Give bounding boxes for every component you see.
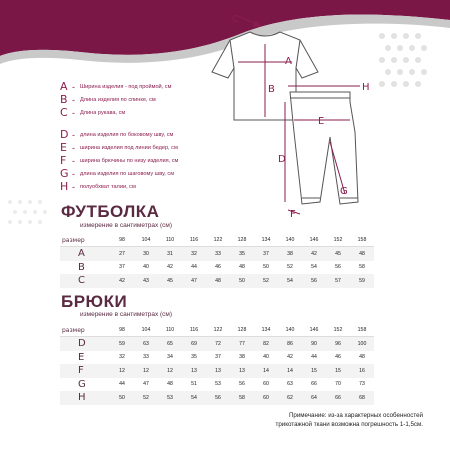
legend-item: D - длина изделия по боковому шву, см [60, 128, 174, 141]
table-cell: 96 [326, 337, 350, 351]
row-label: F [60, 364, 110, 378]
table-cell: 90 [302, 337, 326, 351]
table-cell: 13 [206, 364, 230, 378]
legend-item: H - полуобхват талии, см [60, 180, 136, 193]
table-cell: 56 [302, 274, 326, 288]
table-cell: 13 [230, 364, 254, 378]
table-cell: 32 [182, 247, 206, 261]
table-cell: 66 [326, 391, 350, 405]
legend-letter: G [60, 167, 69, 180]
table-cell: 47 [143, 381, 149, 388]
table-cell: 44 [119, 381, 125, 388]
legend-text: Длина изделия по спинке, см [80, 96, 156, 103]
table-cell: 53 [215, 381, 221, 388]
table-cell: 14 [278, 364, 302, 378]
table-cell: 68 [350, 391, 374, 405]
diagram-label-d: D [278, 154, 286, 165]
size-header: 158 [350, 324, 374, 337]
size-header: 122 [206, 324, 230, 337]
tolerance-note [223, 412, 423, 429]
note-line-1: Примечание: из-за характерных особенностей [288, 412, 423, 419]
table-cell: 48 [350, 247, 374, 261]
legend-text: длина изделия по боковому шву, см [80, 131, 174, 138]
table-cell: 50 [263, 264, 269, 271]
table-cell: 48 [239, 264, 245, 271]
table-cell: 44 [191, 264, 197, 271]
table-cell: 64 [302, 391, 326, 405]
size-header: 116 [182, 324, 206, 337]
size-header: 110 [158, 234, 182, 247]
size-header: 98 [110, 324, 134, 337]
pants-size-table [60, 324, 374, 405]
size-header: 140 [278, 234, 302, 247]
table-row [60, 378, 374, 392]
table-cell: 60 [263, 381, 269, 388]
table-cell: 54 [278, 274, 302, 288]
table-row [60, 337, 374, 351]
table-cell: 44 [311, 354, 317, 361]
table-cell: 12 [134, 364, 158, 378]
row-label: H [60, 391, 110, 405]
table-cell: 52 [287, 264, 293, 271]
size-header: 128 [230, 324, 254, 337]
table-cell: 37 [119, 264, 125, 271]
row-label: D [60, 337, 110, 351]
pants-subtitle: измерение в сантиметрах (см) [80, 311, 173, 318]
table-row [60, 274, 374, 288]
table-cell: 86 [278, 337, 302, 351]
size-header: 122 [206, 234, 230, 247]
table-row [60, 351, 374, 365]
table-cell: 31 [158, 247, 182, 261]
table-row [60, 247, 374, 261]
legend-item: A - Ширина изделия - под проймой, см [60, 80, 172, 93]
table-row [60, 261, 374, 275]
table-cell: 52 [254, 274, 278, 288]
shirt-title: ФУТБОЛКА [61, 202, 160, 221]
legend-text: Длина рукава, см [80, 109, 126, 116]
legend-text: ширина изделия под линии бедер, см [80, 144, 178, 151]
table-cell: 77 [230, 337, 254, 351]
shirt-subtitle: измерение в сантиметрах (см) [80, 222, 173, 229]
table-cell: 82 [254, 337, 278, 351]
size-header: 110 [158, 324, 182, 337]
table-row [60, 391, 374, 405]
size-header: 128 [230, 234, 254, 247]
size-header: 152 [326, 324, 350, 337]
table-cell: 53 [158, 391, 182, 405]
table-cell: 46 [335, 354, 341, 361]
legend-item: E - ширина изделия под линии бедер, см [60, 141, 178, 154]
pants-title: БРЮКИ [61, 292, 128, 311]
table-cell: 13 [182, 364, 206, 378]
table-cell: 34 [167, 354, 173, 361]
size-header: 146 [302, 234, 326, 247]
legend-item: G - длина изделия по шаговому шву, см [60, 167, 175, 180]
table-cell: 47 [182, 274, 206, 288]
table-cell: 51 [191, 381, 197, 388]
table-cell: 63 [287, 381, 293, 388]
size-header: 158 [350, 234, 374, 247]
size-header: 152 [326, 234, 350, 247]
dot-pattern [372, 26, 442, 116]
table-cell: 12 [158, 364, 182, 378]
table-cell: 30 [134, 247, 158, 261]
table-cell: 37 [215, 354, 221, 361]
pants-outline [290, 92, 358, 204]
table-cell: 16 [350, 364, 374, 378]
diagram-label-e: E [318, 116, 325, 127]
table-header-row [60, 324, 374, 337]
size-header: 140 [278, 324, 302, 337]
legend-letter: C [60, 106, 68, 119]
size-header: 134 [254, 324, 278, 337]
table-cell: 42 [287, 354, 293, 361]
legend-text: длина изделия по шаговому шву, см [80, 170, 175, 177]
size-header: 146 [302, 324, 326, 337]
table-cell: 33 [143, 354, 149, 361]
table-cell: 52 [134, 391, 158, 405]
size-header-label: размер [60, 234, 110, 247]
table-cell: 73 [359, 381, 365, 388]
table-cell: 42 [110, 274, 134, 288]
row-label: E [78, 351, 85, 363]
table-cell: 14 [254, 364, 278, 378]
table-cell: 32 [119, 354, 125, 361]
table-cell: 46 [215, 264, 221, 271]
row-label: B [78, 261, 85, 273]
legend-text: полуобхват талии, см [80, 183, 136, 190]
size-header: 104 [134, 234, 158, 247]
table-cell: 62 [278, 391, 302, 405]
table-cell: 57 [326, 274, 350, 288]
table-cell: 38 [278, 247, 302, 261]
garment-diagram [190, 2, 380, 220]
diagram-label-f: F [290, 209, 296, 220]
diagram-label-b: B [268, 84, 275, 95]
table-cell: 38 [239, 354, 245, 361]
table-cell: 15 [326, 364, 350, 378]
table-cell: 63 [134, 337, 158, 351]
legend-text: ширина брючины по низу изделия, см [80, 157, 179, 164]
table-cell: 27 [110, 247, 134, 261]
table-cell: 40 [263, 354, 269, 361]
table-cell: 48 [359, 354, 365, 361]
table-cell: 42 [167, 264, 173, 271]
row-label: G [78, 378, 86, 390]
table-cell: 42 [302, 247, 326, 261]
table-cell: 56 [335, 264, 341, 271]
table-cell: 54 [311, 264, 317, 271]
size-header: 98 [110, 234, 134, 247]
table-cell: 35 [191, 354, 197, 361]
note-line-2: трикотажной ткани возможна погрешность 1-1,5см. [275, 420, 423, 428]
legend-letter: F [60, 154, 67, 167]
size-header: 104 [134, 324, 158, 337]
table-cell: 45 [326, 247, 350, 261]
table-cell: 59 [110, 337, 134, 351]
legend-letter: D [60, 128, 69, 141]
legend-letter: H [60, 180, 69, 193]
diagram-label-a: A [285, 56, 292, 67]
size-header: 116 [182, 234, 206, 247]
table-cell: 40 [143, 264, 149, 271]
table-cell: 35 [230, 247, 254, 261]
table-cell: 56 [206, 391, 230, 405]
table-cell: 69 [182, 337, 206, 351]
size-header: 134 [254, 234, 278, 247]
diagram-label-h: H [362, 82, 370, 93]
table-cell: 72 [206, 337, 230, 351]
table-cell: 65 [158, 337, 182, 351]
table-cell: 45 [158, 274, 182, 288]
table-cell: 59 [350, 274, 374, 288]
legend-letter: E [60, 141, 67, 154]
table-cell: 56 [239, 381, 245, 388]
table-cell: 43 [134, 274, 158, 288]
table-cell: 12 [110, 364, 134, 378]
diagram-label-c: C [232, 14, 239, 25]
legend-letter: B [60, 93, 68, 106]
table-cell: 37 [254, 247, 278, 261]
table-row [60, 364, 374, 378]
table-cell: 54 [182, 391, 206, 405]
legend-item: B - Длина изделия по спинке, см [60, 93, 156, 106]
table-cell: 70 [335, 381, 341, 388]
row-label: A [60, 247, 110, 261]
table-cell: 48 [206, 274, 230, 288]
table-cell: 66 [311, 381, 317, 388]
table-cell: 58 [230, 391, 254, 405]
table-cell: 60 [254, 391, 278, 405]
shirt-size-table [60, 234, 374, 288]
legend-item: C - Длина рукава, см [60, 106, 126, 119]
table-cell: 50 [230, 274, 254, 288]
table-header-row [60, 234, 374, 247]
table-cell: 58 [359, 264, 365, 271]
table-cell: 50 [110, 391, 134, 405]
legend-text: Ширина изделия - под проймой, см [80, 83, 172, 90]
table-cell: 15 [302, 364, 326, 378]
table-cell: 48 [167, 381, 173, 388]
size-header-label: размер [60, 324, 110, 337]
table-cell: 33 [206, 247, 230, 261]
row-label: C [60, 274, 110, 288]
table-cell: 100 [350, 337, 374, 351]
diagram-label-g: G [340, 186, 348, 197]
legend-item: F - ширина брючины по низу изделия, см [60, 154, 179, 167]
legend-letter: A [60, 80, 68, 93]
